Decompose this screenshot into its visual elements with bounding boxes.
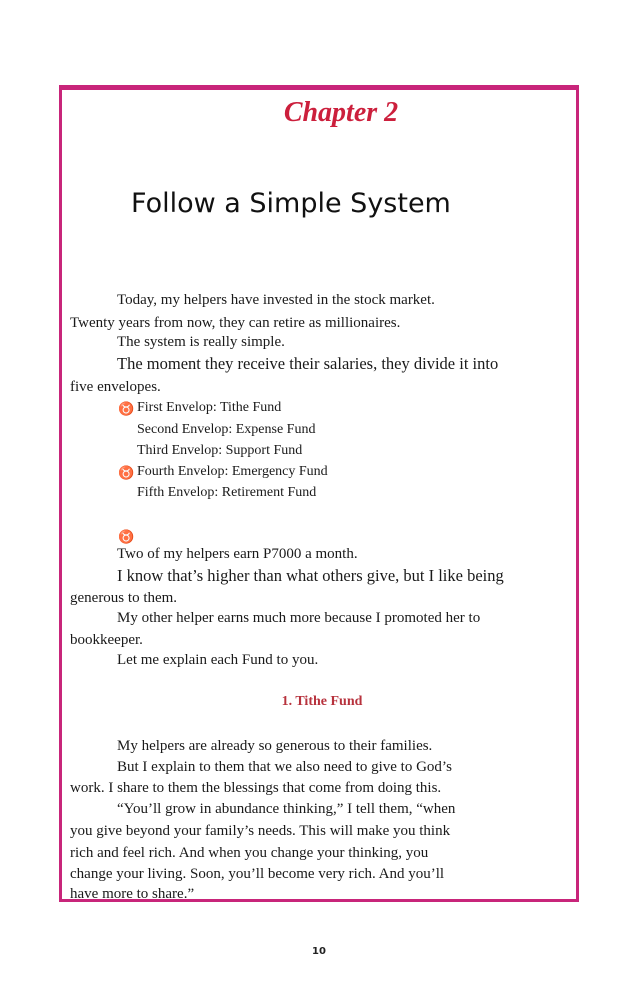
envelope-item: Second Envelop: Expense Fund [137,422,316,437]
paragraph-line: My other helper earns much more because I promoted her to [117,610,481,626]
paragraph-line: rich and feel rich. And when you change your thinking, you [70,845,429,861]
paragraph-line: Two of my helpers earn P7000 a month. [117,546,358,562]
paragraph-line: have more to share.” [70,886,195,902]
envelope-item: Fifth Envelop: Retirement Fund [137,485,317,500]
paragraph-line: “You’ll grow in abundance thinking,” I tell them, “when [117,801,456,817]
envelope-item: Fourth Envelop: Emergency Fund [137,464,328,479]
envelope-item: First Envelop: Tithe Fund [137,400,282,415]
paragraph-line: I know that’s higher than what others give, but I like being [117,566,504,585]
paragraph-line: The moment they receive their salaries, they divide it into [117,354,499,373]
paragraph-line: five envelopes. [70,379,161,395]
paragraph-line: you give beyond your family’s needs. This will make you think [70,823,451,839]
page-number: 10 [312,946,326,957]
paragraph-line: The system is really simple. [117,334,285,350]
bullet-icon: ♉ [118,465,135,480]
paragraph-line: change your living. Soon, you’ll become very rich. And you’ll [70,866,445,882]
paragraph-line: Today, my helpers have invested in the stock market. [117,292,435,308]
paragraph-line: Twenty years from now, they can retire as millionaires. [70,315,401,331]
section-heading: 1. Tithe Fund [281,694,363,709]
paragraph-line: But I explain to them that we also need to give to God’s [117,759,452,775]
paragraph-line: My helpers are already so generous to their families. [117,738,433,754]
envelope-item: Third Envelop: Support Fund [137,443,303,458]
chapter-label: Chapter 2 [283,97,399,128]
bullet-icon: ♉ [118,401,135,416]
paragraph-line: bookkeeper. [70,632,143,648]
chapter-title: Follow a Simple System [131,188,451,219]
paragraph-line: work. I share to them the blessings that come from doing this. [70,780,442,796]
paragraph-line: generous to them. [70,590,178,606]
bullet-icon: ♉ [118,529,135,544]
paragraph-line: Let me explain each Fund to you. [117,652,319,668]
